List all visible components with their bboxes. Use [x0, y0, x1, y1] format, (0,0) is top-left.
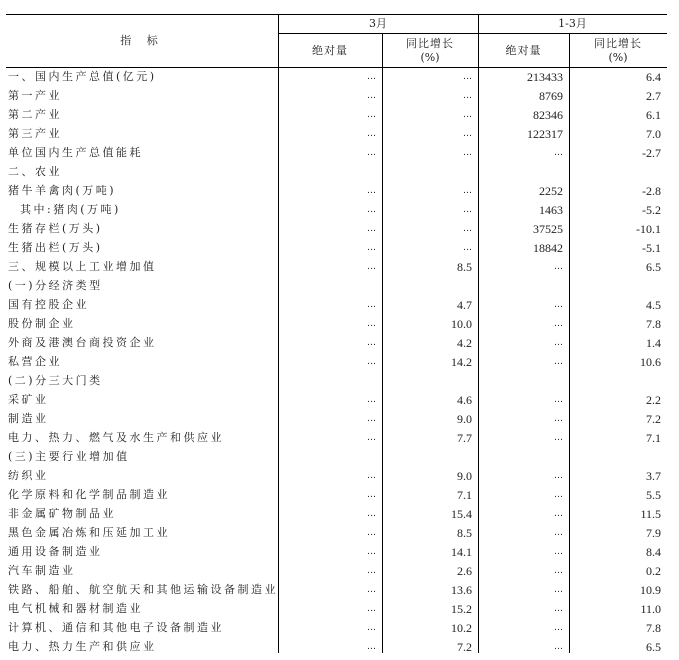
march-yoy-cell: 2.6: [457, 564, 472, 578]
q1-yoy-cell: 4.5: [646, 298, 661, 312]
q1-absolute-cell: 37525: [533, 222, 563, 236]
q1-group-header: 1-3月: [558, 17, 587, 30]
march-yoy-cell: …: [463, 243, 472, 253]
q1-yoy-cell: -10.1: [636, 222, 661, 236]
march-absolute-cell: …: [367, 319, 376, 329]
q1-yoy-cell: 6.5: [646, 640, 661, 654]
march-yoy-cell: 14.1: [451, 545, 472, 559]
table-row: [6, 394, 667, 413]
table-row: [6, 280, 667, 299]
q1-absolute-cell: …: [554, 338, 563, 348]
q1-yoy-cell: -5.2: [642, 203, 661, 217]
table-row: [6, 489, 667, 508]
march-yoy-cell: 4.2: [457, 336, 472, 350]
row-label: 生猪出栏(万头): [8, 241, 103, 254]
march-yoy-cell: 9.0: [457, 469, 472, 483]
table-row: [6, 261, 667, 280]
table-row: [6, 527, 667, 546]
row-label: 私营企业: [8, 355, 62, 368]
q1-yoy-cell: 11.0: [640, 602, 661, 616]
q1-yoy-cell: -2.8: [642, 184, 661, 198]
table-row: [6, 109, 667, 128]
march-group-header: 3月: [369, 17, 387, 30]
table-row: [6, 641, 667, 660]
q1-absolute-cell: 18842: [533, 241, 563, 255]
march-yoy-cell: 13.6: [451, 583, 472, 597]
row-label: 非金属矿物制品业: [8, 507, 116, 520]
march-absolute-cell: …: [367, 262, 376, 272]
row-label: 第一产业: [8, 89, 62, 102]
march-absolute-cell: …: [367, 300, 376, 310]
table-row: [6, 147, 667, 166]
q1-yoy-cell: 0.2: [646, 564, 661, 578]
march-yoy-cell: …: [463, 129, 472, 139]
row-label: 股份制企业: [8, 317, 76, 330]
table-row: [6, 337, 667, 356]
march-yoy-cell: 4.7: [457, 298, 472, 312]
table-row: [6, 204, 667, 223]
q1-yoy-cell: 6.1: [646, 108, 661, 122]
table-row: [6, 185, 667, 204]
indicator-header: 指 标: [120, 34, 164, 47]
row-label: 一、国内生产总值(亿元): [8, 70, 157, 83]
q1-yoy-cell: -2.7: [642, 146, 661, 160]
table-row: [6, 375, 667, 394]
table-row: [6, 622, 667, 641]
row-label: 采矿业: [8, 393, 49, 406]
march-yoy-cell: …: [463, 224, 472, 234]
q1-absolute-cell: 82346: [533, 108, 563, 122]
march-absolute-cell: …: [367, 642, 376, 652]
march-yoy-cell: 7.1: [457, 488, 472, 502]
table-row: [6, 71, 667, 90]
q1-absolute-cell: …: [554, 547, 563, 557]
q1-yoy-cell: 7.8: [646, 621, 661, 635]
march-yoy-cell: 4.6: [457, 393, 472, 407]
group-header-rule: [278, 33, 667, 34]
march-absolute-cell: …: [367, 585, 376, 595]
row-label: 黑色金属冶炼和压延加工业: [8, 526, 170, 539]
q1-absolute-cell: …: [554, 148, 563, 158]
march-absolute-cell: …: [367, 205, 376, 215]
q1-yoy-cell: 7.1: [646, 431, 661, 445]
march-yoy-cell: 15.2: [451, 602, 472, 616]
march-absolute-cell: …: [367, 224, 376, 234]
table-row: [6, 470, 667, 489]
march-absolute-cell: …: [367, 243, 376, 253]
q1-yoy-cell: 6.4: [646, 70, 661, 84]
table-row: [6, 223, 667, 242]
march-absolute-cell: …: [367, 547, 376, 557]
q1-absolute-cell: …: [554, 642, 563, 652]
q1-absolute-cell: …: [554, 471, 563, 481]
q1-yoy-cell: 7.9: [646, 526, 661, 540]
march-yoy-cell: 8.5: [457, 260, 472, 274]
q1-yoy-cell: 7.8: [646, 317, 661, 331]
row-label: 计算机、通信和其他电子设备制造业: [8, 621, 224, 634]
march-absolute-cell: …: [367, 129, 376, 139]
table-row: [6, 546, 667, 565]
q1-yoy-cell: 2.2: [646, 393, 661, 407]
row-label: 外商及港澳台商投资企业: [8, 336, 157, 349]
q1-absolute-cell: …: [554, 300, 563, 310]
row-label: (二)分三大门类: [8, 374, 103, 387]
march-yoy-cell: 10.2: [451, 621, 472, 635]
row-label: 制造业: [8, 412, 49, 425]
q1-absolute-cell: …: [554, 319, 563, 329]
march-absolute-cell: …: [367, 357, 376, 367]
march-yoy-cell: …: [463, 91, 472, 101]
q1-yoy-header: 同比增长: [594, 37, 642, 50]
q1-absolute-cell: …: [554, 433, 563, 443]
q1-absolute-cell: …: [554, 604, 563, 614]
row-label: 其中:猪肉(万吨): [8, 203, 121, 216]
q1-absolute-cell: 2252: [539, 184, 563, 198]
q1-pct-header: (%): [608, 51, 628, 64]
q1-yoy-cell: 5.5: [646, 488, 661, 502]
row-label: 电力、热力、燃气及水生产和供应业: [8, 431, 224, 444]
header-bottom-rule: [6, 67, 667, 68]
table-row: [6, 166, 667, 185]
q1-absolute-header: 绝对量: [505, 44, 542, 57]
row-label: 国有控股企业: [8, 298, 89, 311]
march-yoy-cell: 10.0: [451, 317, 472, 331]
march-yoy-cell: 8.5: [457, 526, 472, 540]
row-label: (三)主要行业增加值: [8, 450, 130, 463]
table-row: [6, 242, 667, 261]
q1-absolute-cell: …: [554, 585, 563, 595]
table-row: [6, 565, 667, 584]
march-yoy-cell: …: [463, 110, 472, 120]
row-label: 电力、热力生产和供应业: [8, 640, 157, 653]
row-label: (一)分经济类型: [8, 279, 103, 292]
march-absolute-header: 绝对量: [312, 44, 348, 57]
table-row: [6, 128, 667, 147]
march-absolute-cell: …: [367, 414, 376, 424]
march-absolute-cell: …: [367, 148, 376, 158]
q1-absolute-cell: 8769: [539, 89, 563, 103]
march-absolute-cell: …: [367, 433, 376, 443]
table-row: [6, 356, 667, 375]
row-label: 纺织业: [8, 469, 49, 482]
march-absolute-cell: …: [367, 395, 376, 405]
table-row: [6, 432, 667, 451]
row-label: 第三产业: [8, 127, 62, 140]
march-absolute-cell: …: [367, 509, 376, 519]
table-row: [6, 508, 667, 527]
march-absolute-cell: …: [367, 338, 376, 348]
row-label: 三、规模以上工业增加值: [8, 260, 157, 273]
march-yoy-cell: …: [463, 205, 472, 215]
march-absolute-cell: …: [367, 623, 376, 633]
row-label: 二、农业: [8, 165, 62, 178]
row-label: 电气机械和器材制造业: [8, 602, 143, 615]
q1-absolute-cell: 213433: [527, 70, 563, 84]
table-row: [6, 584, 667, 603]
q1-yoy-cell: 8.4: [646, 545, 661, 559]
table-row: [6, 451, 667, 470]
march-absolute-cell: …: [367, 72, 376, 82]
q1-yoy-cell: 7.2: [646, 412, 661, 426]
q1-absolute-cell: 122317: [527, 127, 563, 141]
q1-yoy-cell: -5.1: [642, 241, 661, 255]
q1-yoy-cell: 1.4: [646, 336, 661, 350]
march-yoy-cell: …: [463, 72, 472, 82]
q1-yoy-cell: 7.0: [646, 127, 661, 141]
q1-yoy-cell: 10.6: [640, 355, 661, 369]
march-absolute-cell: …: [367, 110, 376, 120]
march-yoy-cell: …: [463, 148, 472, 158]
q1-absolute-cell: …: [554, 623, 563, 633]
table-row: [6, 299, 667, 318]
row-label: 通用设备制造业: [8, 545, 103, 558]
march-yoy-cell: 15.4: [451, 507, 472, 521]
table-row: [6, 413, 667, 432]
march-absolute-cell: …: [367, 528, 376, 538]
q1-absolute-cell: …: [554, 262, 563, 272]
row-label: 生猪存栏(万头): [8, 222, 103, 235]
q1-yoy-cell: 3.7: [646, 469, 661, 483]
q1-yoy-cell: 6.5: [646, 260, 661, 274]
march-absolute-cell: …: [367, 91, 376, 101]
march-yoy-cell: 7.7: [457, 431, 472, 445]
table-top-rule: [6, 14, 667, 15]
march-pct-header: (%): [420, 51, 440, 64]
q1-absolute-cell: …: [554, 528, 563, 538]
q1-absolute-cell: …: [554, 490, 563, 500]
q1-absolute-cell: …: [554, 509, 563, 519]
march-yoy-cell: 14.2: [451, 355, 472, 369]
march-yoy-cell: …: [463, 186, 472, 196]
march-yoy-cell: 9.0: [457, 412, 472, 426]
march-absolute-cell: …: [367, 490, 376, 500]
row-label: 汽车制造业: [8, 564, 76, 577]
q1-yoy-cell: 2.7: [646, 89, 661, 103]
table-row: [6, 90, 667, 109]
q1-absolute-cell: …: [554, 414, 563, 424]
q1-absolute-cell: …: [554, 566, 563, 576]
table-row: [6, 603, 667, 622]
march-absolute-cell: …: [367, 471, 376, 481]
q1-absolute-cell: 1463: [539, 203, 563, 217]
q1-yoy-cell: 11.5: [640, 507, 661, 521]
row-label: 第二产业: [8, 108, 62, 121]
q1-yoy-cell: 10.9: [640, 583, 661, 597]
march-absolute-cell: …: [367, 186, 376, 196]
q1-absolute-cell: …: [554, 357, 563, 367]
row-label: 铁路、船舶、航空航天和其他运输设备制造业: [8, 583, 278, 596]
q1-absolute-cell: …: [554, 395, 563, 405]
row-label: 化学原料和化学制品制造业: [8, 488, 170, 501]
row-label: 单位国内生产总值能耗: [8, 146, 143, 159]
row-label: 猪牛羊禽肉(万吨): [8, 184, 117, 197]
march-yoy-header: 同比增长: [406, 37, 454, 50]
march-yoy-cell: 7.2: [457, 640, 472, 654]
march-absolute-cell: …: [367, 604, 376, 614]
table-row: [6, 318, 667, 337]
march-absolute-cell: …: [367, 566, 376, 576]
